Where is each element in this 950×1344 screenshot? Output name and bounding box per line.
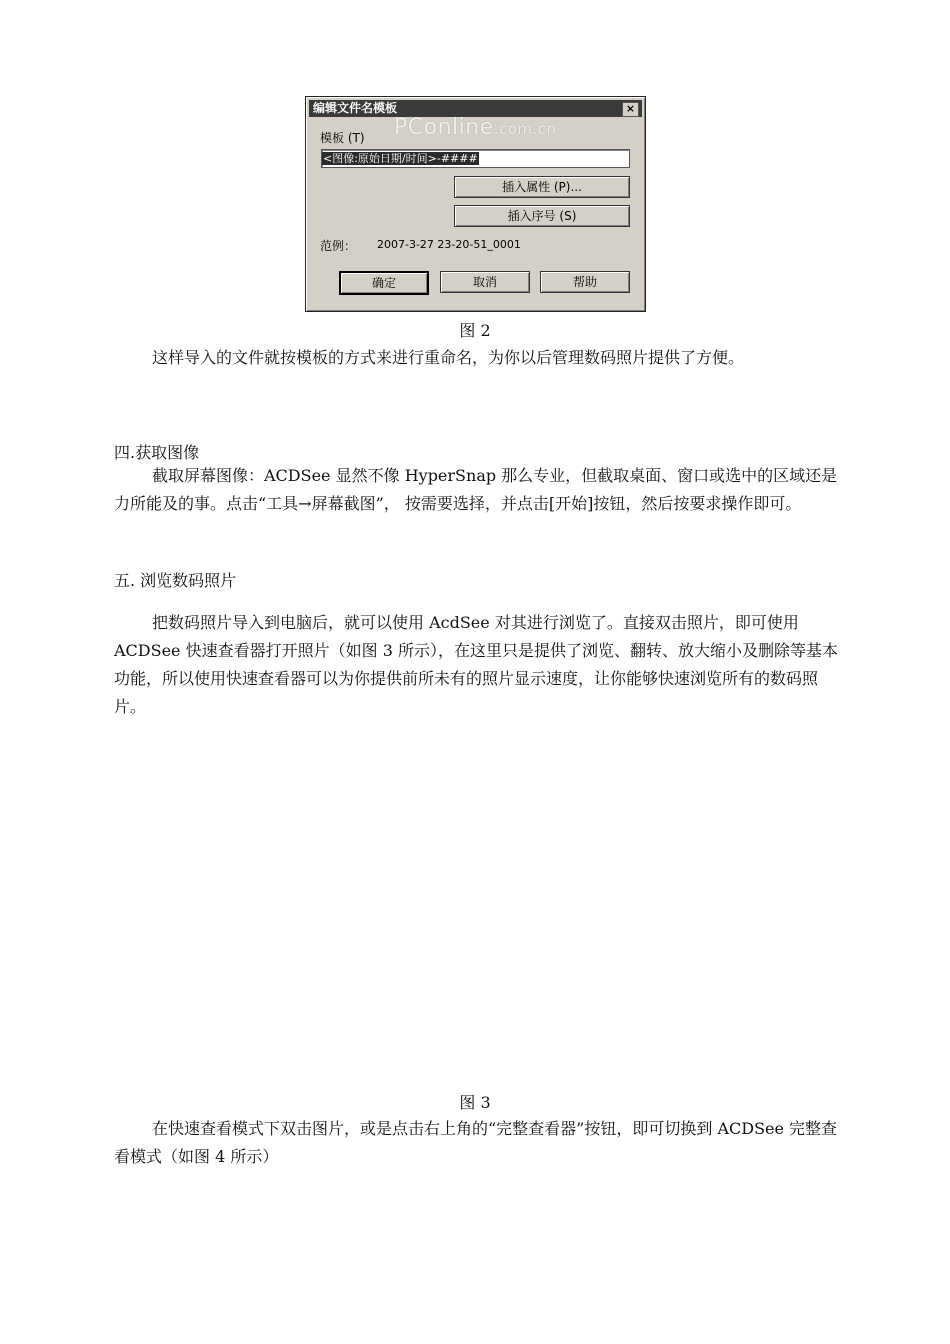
pconline-watermark [394,115,557,140]
example-label: 范例： [320,239,357,253]
edit-filename-template-dialog [305,96,646,312]
ok-button[interactable]: 确定 [339,271,429,295]
example-value: 2007-3-27 23-20-51_0001 [377,238,521,251]
paragraph-browse-photos: 把数码照片导入到电脑后，就可以使用 AcdSee 对其进行浏览了。直接双击照片，即可使用 ACDSee 快速查看器打开照片（如图 3 所示），在这里只是提供了浏览、翻转、放大缩小及删除等基本功能，所以使用快速查看器可以为你提供前所未有的照片显示速度，让你能够快速浏览所有的数码照片。 [114,613,838,716]
help-button[interactable]: 帮助 [540,271,630,293]
figure-3-caption: 图 3 [459,1093,491,1112]
insert-number-button[interactable]: 插入序号 (S) [454,205,630,227]
template-input[interactable] [321,149,630,168]
template-label: 模板 (T) [320,131,365,145]
close-button[interactable]: × [622,102,639,117]
template-value: <图像:原始日期/时间>-#### [323,152,478,165]
watermark-main: PConline [394,115,494,140]
dialog-title: 编辑文件名模板 [313,101,398,115]
section-5-heading: 五. 浏览数码照片 [114,571,237,590]
paragraph-rename-result: 这样导入的文件就按模板的方式来进行重命名，为你以后管理数码照片提供了方便。 [152,348,745,367]
figure-2-caption: 图 2 [459,321,491,340]
insert-property-button[interactable]: 插入属性 (P)... [454,176,630,198]
paragraph-screen-capture: 截取屏幕图像：ACDSee 显然不像 HyperSnap 那么专业，但截取桌面、窗口或选中的区域还是力所能及的事。点击“工具→屏幕截图”， 按需要选择，并点击[开始]按钮，然后按要求操作即可。 [114,466,838,513]
paragraph-full-viewer: 在快速查看模式下双击图片，或是点击右上角的“完整查看器”按钮，即可切换到 ACDSee 完整查看模式（如图 4 所示） [114,1119,838,1166]
cancel-button[interactable]: 取消 [440,271,530,293]
section-4-heading: 四.获取图像 [114,443,200,462]
watermark-domain: .com.cn [493,120,557,138]
